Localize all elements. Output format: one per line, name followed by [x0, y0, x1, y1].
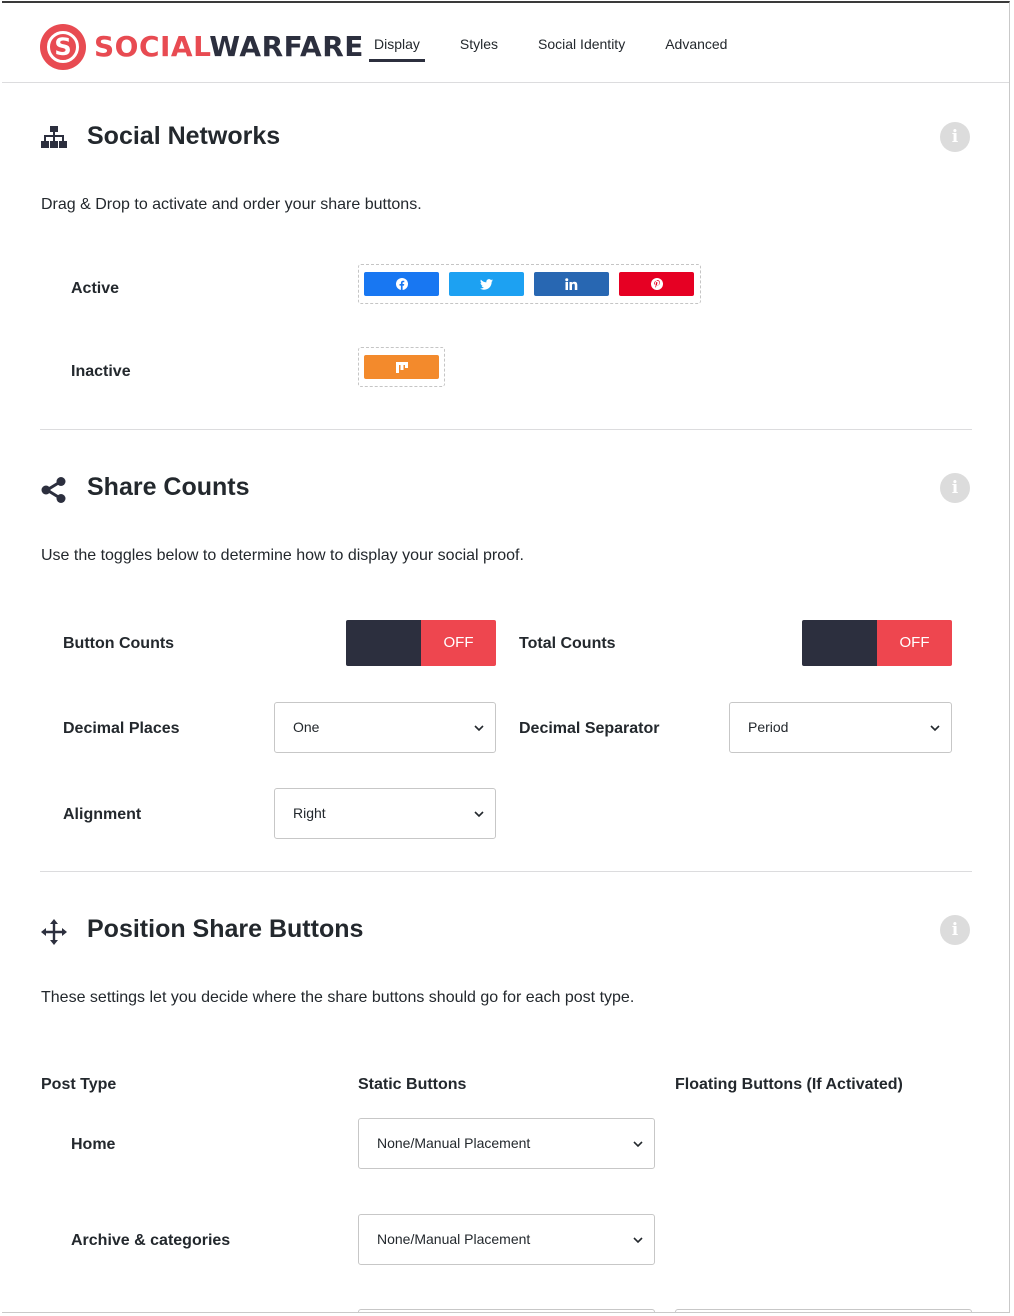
toggle-off-state: OFF [421, 620, 496, 666]
tab-styles[interactable]: Styles [459, 36, 499, 52]
pinterest-share-button[interactable] [619, 272, 694, 296]
next-static-buttons-select[interactable] [358, 1309, 655, 1313]
brand-logo [40, 24, 364, 70]
info-icon[interactable]: i [940, 473, 970, 503]
position-description: These settings let you decide where the share buttons should go for each post type. [41, 989, 635, 1006]
button-counts-toggle[interactable] [346, 620, 496, 666]
chevron-down-icon [632, 1234, 644, 1246]
tab-advanced[interactable]: Advanced [665, 36, 728, 52]
chevron-down-icon [473, 808, 485, 820]
active-label: Active [71, 280, 120, 297]
social-networks-description: Drag & Drop to activate and order your share buttons. [41, 196, 422, 213]
chevron-down-icon [929, 722, 941, 734]
settings-tabs [367, 3, 747, 83]
decimal-separator-label: Decimal Separator [519, 720, 660, 737]
column-header-static-buttons: Static Buttons [358, 1076, 467, 1093]
next-floating-buttons-select[interactable] [675, 1309, 972, 1313]
chevron-down-icon [473, 722, 485, 734]
section-title-share-counts: Share Counts [87, 473, 250, 501]
share-counts-description: Use the toggles below to determine how to display your social proof. [41, 547, 524, 564]
decimal-separator-select[interactable] [729, 702, 952, 753]
post-type-home-label: Home [71, 1136, 116, 1153]
button-counts-label: Button Counts [63, 635, 175, 652]
facebook-share-button[interactable] [364, 272, 439, 296]
alignment-value: Right [293, 805, 326, 821]
tab-display[interactable]: Display [367, 3, 440, 83]
chevron-down-icon [632, 1138, 644, 1150]
pinterest-icon [651, 278, 663, 290]
section-divider [40, 871, 972, 872]
column-header-floating-buttons: Floating Buttons (If Activated) [675, 1076, 903, 1093]
sitemap-icon [40, 123, 68, 151]
archive-static-buttons-select[interactable] [358, 1214, 655, 1265]
logo-text [94, 30, 364, 63]
total-counts-toggle[interactable] [802, 620, 952, 666]
facebook-icon [396, 278, 408, 290]
twitter-icon [480, 279, 493, 290]
linkedin-share-button[interactable] [534, 272, 609, 296]
share-icon [40, 476, 68, 504]
logo-letter: S [47, 31, 79, 63]
linkedin-icon [565, 278, 578, 290]
header [2, 3, 1010, 83]
toggle-on-side [802, 620, 877, 666]
section-title-position: Position Share Buttons [87, 915, 364, 943]
info-icon[interactable]: i [940, 122, 970, 152]
decimal-separator-value: Period [748, 719, 789, 735]
mix-share-button[interactable] [364, 355, 439, 379]
section-divider [40, 429, 972, 430]
logo-text-warfare: WARFARE [209, 30, 364, 63]
move-arrows-icon [40, 918, 68, 946]
decimal-places-value: One [293, 719, 320, 735]
home-static-buttons-value: None/Manual Placement [377, 1135, 531, 1151]
inactive-networks-zone[interactable] [358, 347, 445, 387]
post-type-archive-label: Archive & categories [71, 1232, 231, 1249]
tab-social-identity[interactable]: Social Identity [538, 36, 626, 52]
settings-page [2, 1, 1010, 1313]
decimal-places-select[interactable] [274, 702, 496, 753]
decimal-places-label: Decimal Places [63, 720, 180, 737]
logo-mark [40, 24, 86, 70]
alignment-select[interactable] [274, 788, 496, 839]
mix-icon [396, 362, 408, 373]
info-icon[interactable]: i [940, 915, 970, 945]
column-header-post-type: Post Type [41, 1076, 117, 1093]
logo-text-social: SOCIAL [94, 30, 210, 63]
active-networks-zone[interactable] [358, 264, 701, 304]
alignment-label: Alignment [63, 806, 142, 823]
home-static-buttons-select[interactable] [358, 1118, 655, 1169]
inactive-label: Inactive [71, 363, 131, 380]
section-title-social-networks: Social Networks [87, 122, 281, 150]
archive-static-buttons-value: None/Manual Placement [377, 1231, 531, 1247]
total-counts-label: Total Counts [519, 635, 616, 652]
toggle-off-state: OFF [877, 620, 952, 666]
twitter-share-button[interactable] [449, 272, 524, 296]
toggle-on-side [346, 620, 421, 666]
